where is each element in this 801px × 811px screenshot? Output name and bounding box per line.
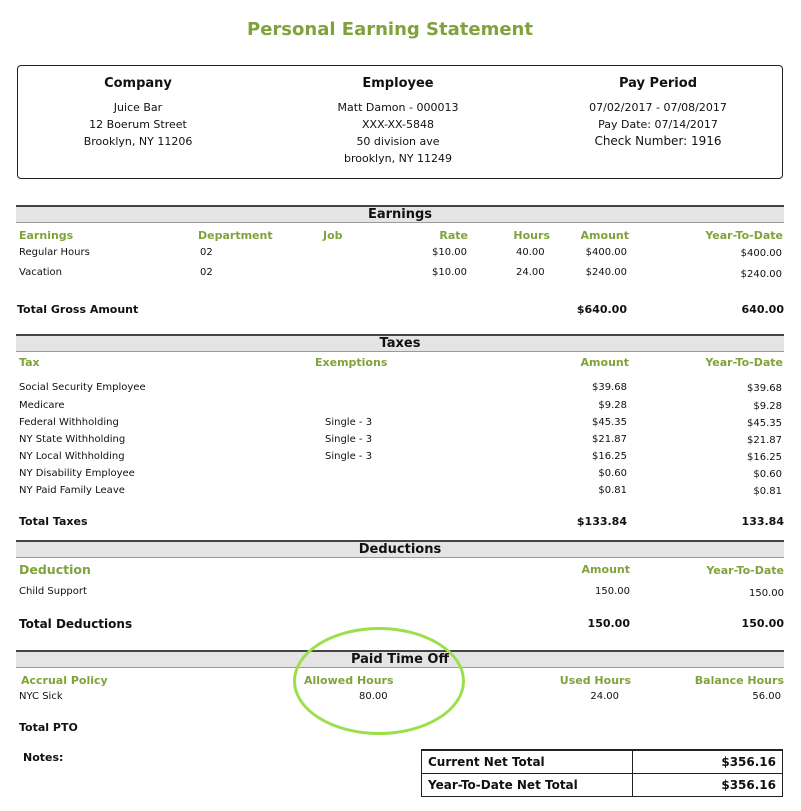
net-row-ytd <box>422 773 783 796</box>
earnings-row-department: 02 <box>200 267 213 278</box>
net-row-current <box>422 750 783 773</box>
tax-row-ytd: $0.81 <box>753 486 782 497</box>
tax-row-amount: $16.25 <box>592 451 627 462</box>
net-totals-table <box>421 749 783 797</box>
current-net-value: $356.16 <box>633 750 783 773</box>
earnings-col-department: Department <box>198 229 273 242</box>
earnings-row-name: Regular Hours <box>19 247 90 258</box>
earnings-col-rate: Rate <box>439 229 468 242</box>
pto-row-used: 24.00 <box>590 691 619 702</box>
tax-row-name: Federal Withholding <box>19 417 119 428</box>
tax-row-exemptions: Single - 3 <box>325 451 373 462</box>
tax-row-ytd: $9.28 <box>753 401 782 412</box>
tax-row-name: Social Security Employee <box>19 382 146 393</box>
tax-row-name: Medicare <box>19 400 65 411</box>
pay-period-range: 07/02/2017 - 07/08/2017 <box>589 101 727 114</box>
earnings-col-hours: Hours <box>513 229 550 242</box>
tax-row-ytd: $39.68 <box>747 383 782 394</box>
total-taxes-label: Total Taxes <box>19 515 88 528</box>
taxes-col-tax: Tax <box>19 356 40 369</box>
employee-heading: Employee <box>362 76 434 91</box>
earnings-col-amount: Amount <box>580 229 629 242</box>
earnings-section-bar: Earnings <box>16 205 784 223</box>
tax-row-ytd: $45.35 <box>747 418 782 429</box>
deduction-row-ytd: 150.00 <box>749 588 784 599</box>
company-name: Juice Bar <box>113 101 163 114</box>
pay-date: Pay Date: 07/14/2017 <box>598 118 718 131</box>
company-block <box>68 76 208 150</box>
tax-row-name: NY Disability Employee <box>19 468 135 479</box>
notes-label: Notes: <box>23 751 64 764</box>
employee-street: 50 division ave <box>356 135 440 148</box>
earnings-row-name: Vacation <box>19 267 62 278</box>
pto-row-allowed: 80.00 <box>359 691 388 702</box>
tax-row-exemptions: Single - 3 <box>325 434 373 445</box>
earnings-row-ytd: $400.00 <box>740 248 782 259</box>
employee-name: Matt Damon - 000013 <box>337 101 459 114</box>
tax-row-name: NY Paid Family Leave <box>19 485 125 496</box>
earnings-row-rate: $10.00 <box>432 247 467 258</box>
earnings-col-job: Job <box>323 229 343 242</box>
total-taxes-ytd: 133.84 <box>741 515 784 528</box>
taxes-section-bar: Taxes <box>16 334 784 352</box>
tax-row-amount: $0.81 <box>598 485 627 496</box>
employee-city: brooklyn, NY 11249 <box>343 152 453 165</box>
total-deductions-ytd: 150.00 <box>741 617 784 630</box>
pto-col-policy: Accrual Policy <box>21 674 108 687</box>
total-gross-ytd: 640.00 <box>741 303 784 316</box>
earnings-row-department: 02 <box>200 247 213 258</box>
pto-section-bar: Paid Time Off <box>16 650 784 668</box>
deductions-col-ytd: Year-To-Date <box>706 564 784 577</box>
earnings-row-amount: $400.00 <box>585 247 627 258</box>
employee-block <box>328 76 468 167</box>
taxes-col-exemptions: Exemptions <box>315 356 388 369</box>
current-net-label: Current Net Total <box>422 750 633 773</box>
taxes-col-ytd: Year-To-Date <box>705 356 783 369</box>
total-gross-amount: $640.00 <box>576 303 627 316</box>
tax-row-ytd: $16.25 <box>747 452 782 463</box>
tax-row-amount: $39.68 <box>592 382 627 393</box>
total-deductions-label: Total Deductions <box>19 617 133 631</box>
tax-row-amount: $9.28 <box>598 400 627 411</box>
earnings-row-ytd: $240.00 <box>740 269 782 280</box>
taxes-col-amount: Amount <box>580 356 629 369</box>
earnings-col-earnings: Earnings <box>19 229 74 242</box>
pto-row-balance: 56.00 <box>752 691 781 702</box>
earnings-row-hours: 40.00 <box>516 247 545 258</box>
earnings-row-amount: $240.00 <box>585 267 627 278</box>
total-pto-label: Total PTO <box>19 721 78 734</box>
check-number: Check Number: 1916 <box>594 134 722 148</box>
pto-col-allowed: Allowed Hours <box>304 674 394 687</box>
company-street: 12 Boerum Street <box>89 118 187 131</box>
deductions-col-deduction: Deduction <box>19 562 91 577</box>
header-info-box <box>17 65 783 179</box>
highlight-circle <box>293 627 465 735</box>
statement-title: Personal Earning Statement <box>247 19 533 40</box>
pto-col-used: Used Hours <box>559 674 631 687</box>
pay-period-heading: Pay Period <box>619 76 697 91</box>
tax-row-ytd: $21.87 <box>747 435 782 446</box>
total-taxes-amount: $133.84 <box>576 515 627 528</box>
total-gross-label: Total Gross Amount <box>17 303 139 316</box>
tax-row-ytd: $0.60 <box>753 469 782 480</box>
deduction-row-amount: 150.00 <box>595 586 630 597</box>
earnings-row-hours: 24.00 <box>516 267 545 278</box>
pto-col-balance: Balance Hours <box>694 674 784 687</box>
pto-row-policy: NYC Sick <box>19 691 63 702</box>
employee-ssn: XXX-XX-5848 <box>362 118 434 131</box>
total-deductions-amount: 150.00 <box>587 617 630 630</box>
deductions-section-bar: Deductions <box>16 540 784 558</box>
tax-row-amount: $0.60 <box>598 468 627 479</box>
earnings-row-rate: $10.00 <box>432 267 467 278</box>
tax-row-amount: $45.35 <box>592 417 627 428</box>
tax-row-exemptions: Single - 3 <box>325 417 373 428</box>
earnings-col-ytd: Year-To-Date <box>705 229 783 242</box>
pay-period-block <box>578 76 738 150</box>
tax-row-amount: $21.87 <box>592 434 627 445</box>
ytd-net-value: $356.16 <box>633 773 783 796</box>
tax-row-name: NY Local Withholding <box>19 451 125 462</box>
tax-row-name: NY State Withholding <box>19 434 126 445</box>
deductions-col-amount: Amount <box>581 563 630 576</box>
ytd-net-label: Year-To-Date Net Total <box>422 773 633 796</box>
company-heading: Company <box>104 76 172 91</box>
deduction-row-name: Child Support <box>19 586 87 597</box>
company-city: Brooklyn, NY 11206 <box>83 135 193 148</box>
